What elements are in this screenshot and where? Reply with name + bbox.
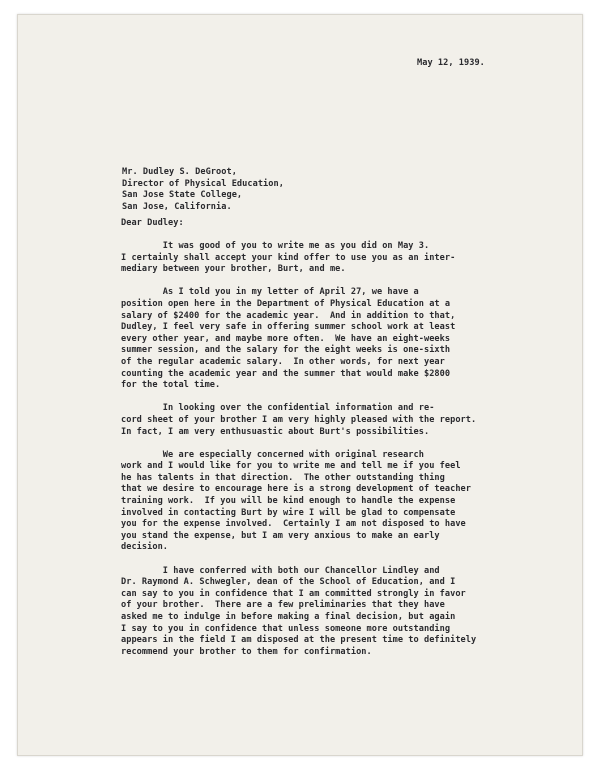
paragraph-line: We are especially concerned with original research: [121, 449, 424, 460]
recipient-address: [122, 167, 284, 213]
paragraph-line: cord sheet of your brother I am very highly pleased with the report.: [121, 414, 477, 425]
paragraph: [121, 450, 541, 554]
paragraph-line: work and I would like for you to write me and tell me if you feel: [121, 461, 461, 472]
paragraph-line: you for the expense involved. Certainly I am not disposed to have: [121, 519, 466, 530]
paragraph-line: counting the academic year and the summer that would make $2800: [121, 368, 451, 379]
address-line: Mr. Dudley S. DeGroot,: [122, 167, 237, 177]
paragraph-line: In fact, I am very enthusuastic about Burt's possibilities.: [121, 426, 430, 437]
paragraph-line: every other year, and maybe more often. We have an eight-weeks: [121, 333, 451, 344]
letter-date: May 12, 1939.: [417, 58, 485, 68]
paragraph-line: recommend your brother to them for confirmation.: [121, 646, 372, 657]
paragraph: [121, 241, 541, 276]
paragraph-line: he has talents in that direction. The other outstanding thing: [121, 472, 445, 483]
paragraph-line: Dudley, I feel very safe in offering summer school work at least: [121, 322, 456, 333]
paragraph-line: asked me to indulge in before making a final decision, but again: [121, 612, 456, 622]
paragraph-line: It was good of you to write me as you did on May 3.: [121, 241, 430, 251]
paragraph: [121, 566, 541, 659]
paragraph-line: summer session, and the salary for the eight weeks is one-sixth: [121, 345, 451, 356]
paragraph-line: position open here in the Department of Physical Education at a: [121, 298, 451, 309]
paragraph-line: In looking over the confidential information and re-: [121, 403, 435, 414]
paragraph-line: decision.: [121, 542, 169, 553]
paragraph-line: can say to you in confidence that I am committed strongly in favor: [121, 588, 466, 599]
paragraph-line: salary of $2400 for the academic year. And in addition to that,: [121, 310, 456, 321]
paragraph-line: Dr. Raymond A. Schwegler, dean of the School of Education, and I: [121, 577, 456, 588]
salutation: Dear Dudley:: [121, 218, 184, 228]
paragraph-line: of your brother. There are a few preliminaries that they have: [121, 600, 445, 611]
address-line: San Jose State College,: [122, 190, 243, 201]
paragraph-line: appears in the field I am disposed at the present time to definitely: [121, 635, 477, 646]
paragraph-line: that we desire to encourage here is a strong development of teacher: [121, 484, 471, 495]
paragraph-line: I certainly shall accept your kind offer to use you as an inter-: [121, 252, 456, 263]
paragraph-line: you stand the expense, but I am very anxious to make an early: [121, 530, 440, 541]
paragraph-line: I say to you in confidence that unless someone more outstanding: [121, 623, 451, 634]
paragraph-line: I have conferred with both our Chancellor Lindley and: [121, 565, 440, 576]
paragraph-line: of the regular academic salary. In other words, for next year: [121, 356, 445, 367]
letter-body: [121, 241, 541, 670]
paragraph-line: As I told you in my letter of April 27, we have a: [121, 287, 419, 298]
address-line: Director of Physical Education,: [122, 178, 284, 189]
paragraph-line: mediary between your brother, Burt, and me.: [121, 264, 346, 275]
paragraph-line: involved in contacting Burt by wire I will be glad to compensate: [121, 507, 456, 518]
paragraph: [121, 403, 541, 438]
paragraph-line: for the total time.: [121, 380, 221, 391]
address-line: San Jose, California.: [122, 201, 232, 212]
paragraph-line: training work. If you will be kind enough to handle the expense: [121, 496, 456, 507]
paragraph: [121, 287, 541, 391]
